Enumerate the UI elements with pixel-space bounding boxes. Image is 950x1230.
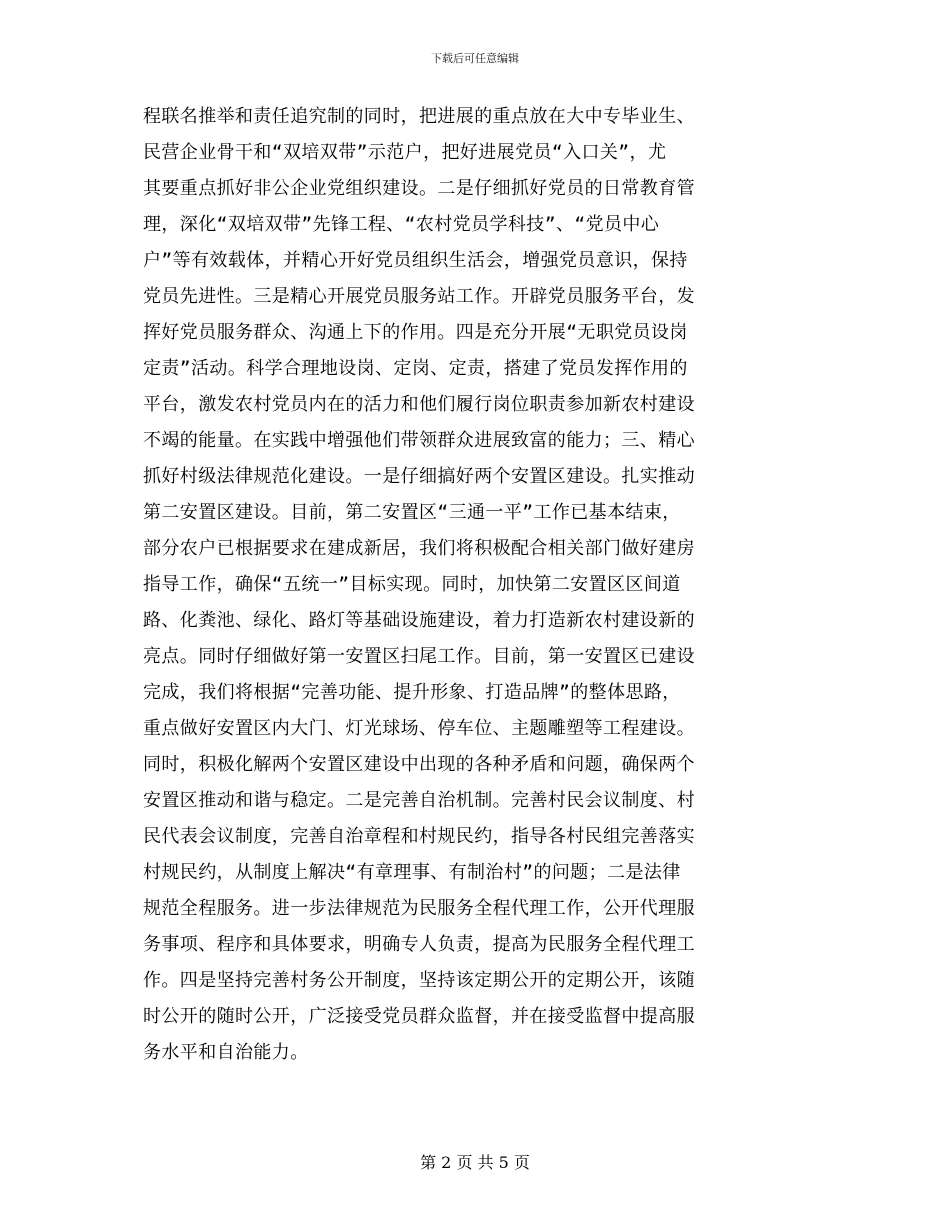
body-line: 户”等有效载体，并精心开好党员组织生活会，增强党员意识，保持 [143,250,688,271]
body-line: 完成，我们将根据“完善功能、提升形象、打造品牌”的整体思路， [143,682,681,703]
body-line: 路、化粪池、绿化、路灯等基础设施建设，着力打造新农村建设新的 [143,610,695,631]
body-line: 党员先进性。三是精心开展党员服务站工作。开辟党员服务平台，发 [143,286,695,307]
body-line: 民营企业骨干和“双培双带”示范户，把好进展党员“入口关”，尤 [143,142,667,163]
body-line: 抓好村级法律规范化建设。一是仔细搞好两个安置区建设。扎实推动 [143,466,695,487]
body-line: 不竭的能量。在实践中增强他们带领群众进展致富的能力；三、精心 [143,430,695,451]
body-line: 民代表会议制度，完善自治章程和村规民约，指导各村民组完善落实 [143,826,695,847]
body-line: 理，深化“双培双带”先锋工程、“农村党员学科技”、“党员中心 [143,214,660,235]
body-line: 平台，激发农村党员内在的活力和他们履行岗位职责参加新农村建设 [143,394,695,415]
body-line: 第二安置区建设。目前，第二安置区“三通一平”工作已基本结束， [143,502,681,523]
body-line: 定责”活动。科学合理地设岗、定岗、定责，搭建了党员发挥作用的 [143,358,688,379]
body-line: 亮点。同时仔细做好第一安置区扫尾工作。目前，第一安置区已建设 [143,646,695,667]
body-line: 作。四是坚持完善村务公开制度，坚持该定期公开的定期公开，该随 [143,970,695,991]
body-line: 务水平和自治能力。 [143,1042,309,1063]
body-line: 村规民约，从制度上解决“有章理事、有制治村”的问题；二是法律 [143,862,681,883]
page-header: 下载后可任意编辑 [431,52,519,65]
body-line: 规范全程服务。进一步法律规范为民服务全程代理工作，公开代理服 [143,898,695,919]
page-number-footer: 第 2 页 共 5 页 [420,1153,530,1172]
body-line: 其要重点抓好非公企业党组织建设。二是仔细抓好党员的日常教育管 [143,178,695,199]
body-line: 挥好党员服务群众、沟通上下的作用。四是充分开展“无职党员设岗 [143,322,688,343]
body-line: 重点做好安置区内大门、灯光球场、停车位、主题雕塑等工程建设。 [143,718,695,739]
body-line: 时公开的随时公开，广泛接受党员群众监督，并在接受监督中提高服 [143,1006,695,1027]
body-line: 安置区推动和谐与稳定。二是完善自治机制。完善村民会议制度、村 [143,790,695,811]
body-line: 同时，积极化解两个安置区建设中出现的各种矛盾和问题，确保两个 [143,754,695,775]
body-line: 务事项、程序和具体要求，明确专人负责，提高为民服务全程代理工 [143,934,695,955]
body-line: 部分农户已根据要求在建成新居，我们将积极配合相关部门做好建房 [143,538,695,559]
body-line: 程联名推举和责任追究制的同时，把进展的重点放在大中专毕业生、 [143,106,695,127]
body-line: 指导工作，确保“五统一”目标实现。同时，加快第二安置区区间道 [143,574,681,595]
document-body [143,99,807,1071]
